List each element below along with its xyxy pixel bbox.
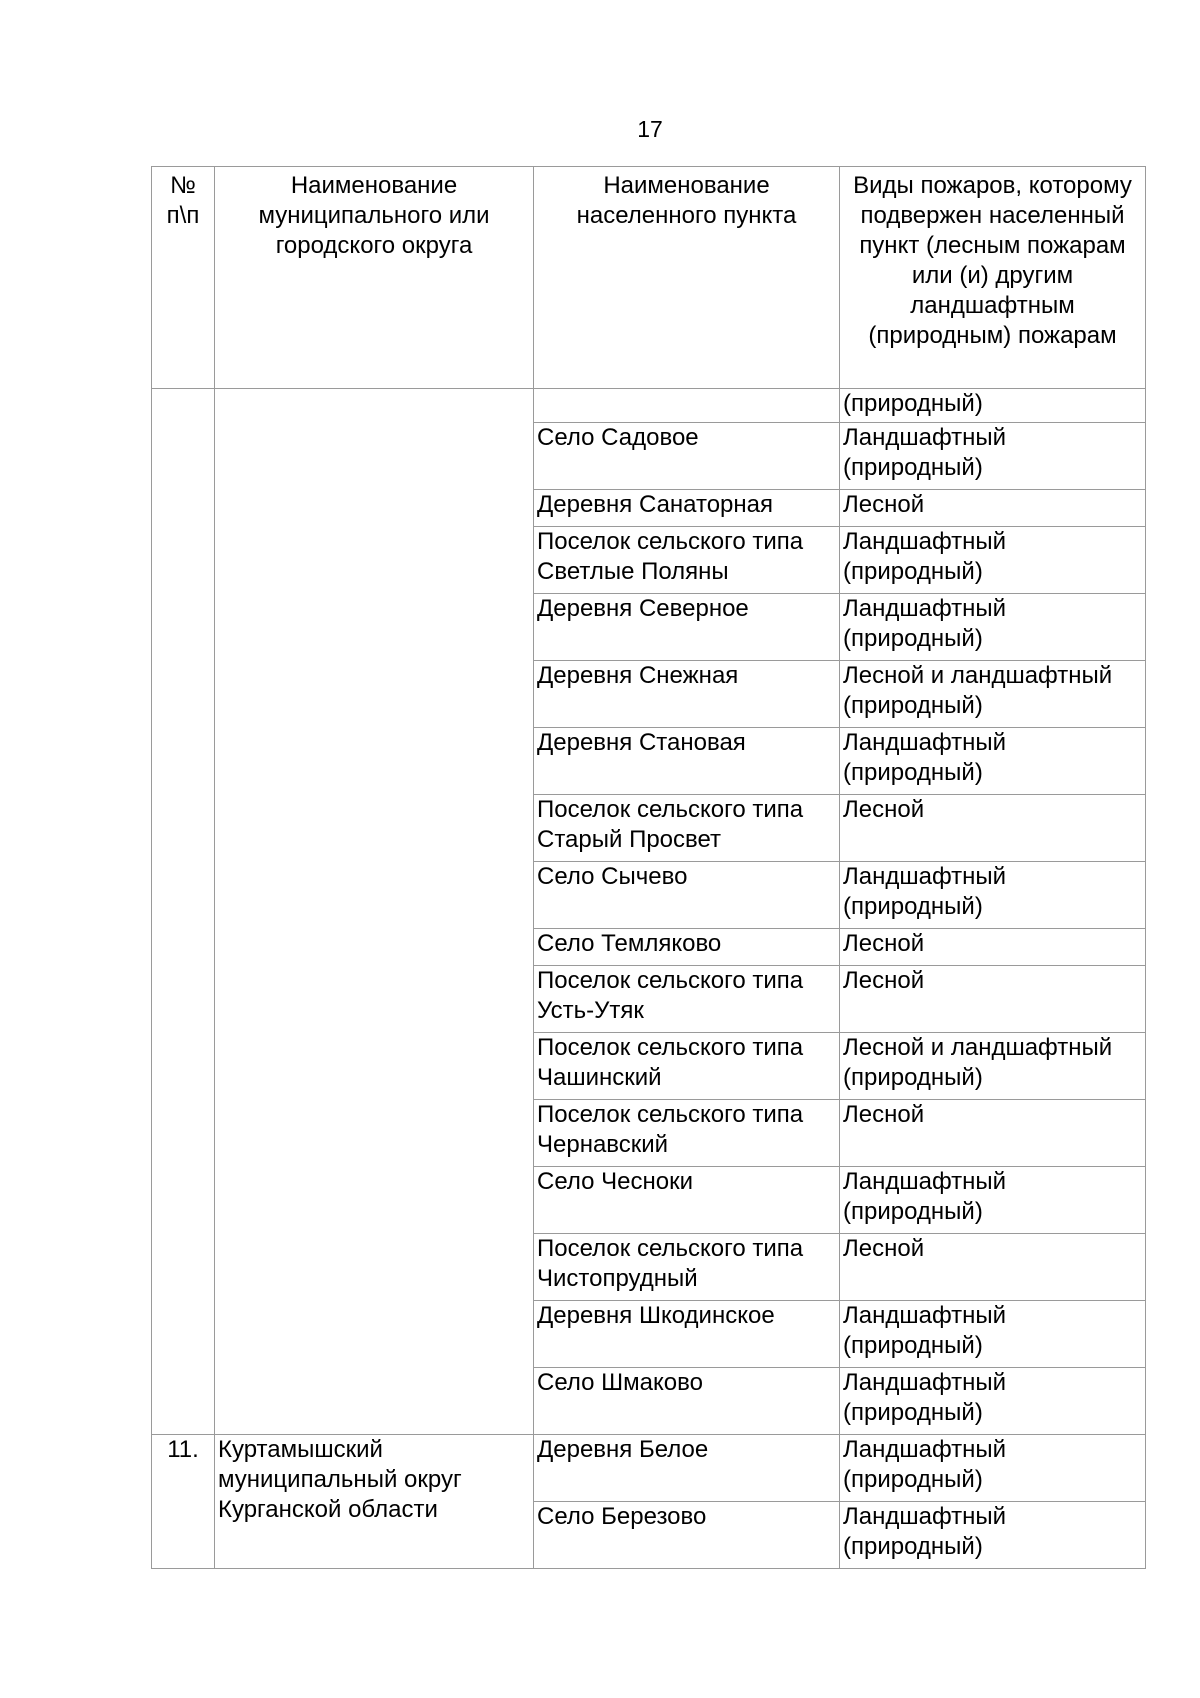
fire-type-cell: Ландшафтный (природный) [840,527,1146,594]
fire-type-cell: Лесной [840,795,1146,862]
settlement-cell: Село Темляково [534,929,840,966]
settlement-cell: Поселок сельского типа Чашинский [534,1033,840,1100]
settlement-cell: Деревня Белое [534,1435,840,1502]
settlement-cell: Деревня Становая [534,728,840,795]
table-row [152,1435,1146,1502]
fire-type-cell: Ландшафтный (природный) [840,1502,1146,1569]
fire-type-cell: Ландшафтный (природный) [840,728,1146,795]
fire-type-cell: Ландшафтный (природный) [840,594,1146,661]
fire-type-cell: Лесной [840,929,1146,966]
fire-type-cell: Лесной и ландшафтный (природный) [840,661,1146,728]
fire-type-cell: Лесной [840,490,1146,527]
fire-type-cell: Ландшафтный (природный) [840,862,1146,929]
settlement-cell: Деревня Снежная [534,661,840,728]
fire-type-cell: Лесной и ландшафтный (природный) [840,1033,1146,1100]
header-fire-type: Виды пожаров, которому подвержен населенный пункт (лесным пожарам или (и) другим ландшафтным (природным) пожарам [840,167,1146,389]
settlement-cell: Село Садовое [534,423,840,490]
table-row [152,389,1146,423]
fire-type-cell: Лесной [840,1100,1146,1167]
district-cell-empty [215,389,534,1435]
settlement-cell: Село Чесноки [534,1167,840,1234]
num-cell-empty [152,389,215,1435]
fire-type-cell: Ландшафтный (природный) [840,1167,1146,1234]
fire-type-cell: Лесной [840,966,1146,1033]
settlement-cell: Деревня Шкодинское [534,1301,840,1368]
table-header-row [152,167,1146,389]
fire-type-cell: Ландшафтный (природный) [840,1301,1146,1368]
num-cell: 11. [152,1435,215,1569]
settlement-cell: Село Шмаково [534,1368,840,1435]
district-cell: Куртамышский муниципальный округ Курганской области [215,1435,534,1569]
header-num: № п\п [152,167,215,389]
fire-settlements-table [151,166,1146,1569]
settlement-cell: Село Березово [534,1502,840,1569]
fire-type-cell: Ландшафтный (природный) [840,423,1146,490]
settlement-cell: Поселок сельского типа Старый Просвет [534,795,840,862]
fire-type-cell: (природный) [840,389,1146,423]
fire-type-cell: Ландшафтный (природный) [840,1435,1146,1502]
settlement-cell: Деревня Северное [534,594,840,661]
fire-type-cell: Ландшафтный (природный) [840,1368,1146,1435]
header-settlement: Наименование населенного пункта [534,167,840,389]
settlement-cell: Поселок сельского типа Светлые Поляны [534,527,840,594]
page-number: 17 [637,116,663,142]
settlement-cell: Поселок сельского типа Чистопрудный [534,1234,840,1301]
fire-type-cell: Лесной [840,1234,1146,1301]
settlement-cell: Село Сычево [534,862,840,929]
settlement-cell: Деревня Санаторная [534,490,840,527]
settlement-cell [534,389,840,423]
header-district: Наименование муниципального или городского округа [215,167,534,389]
settlement-cell: Поселок сельского типа Чернавский [534,1100,840,1167]
settlement-cell: Поселок сельского типа Усть-Утяк [534,966,840,1033]
